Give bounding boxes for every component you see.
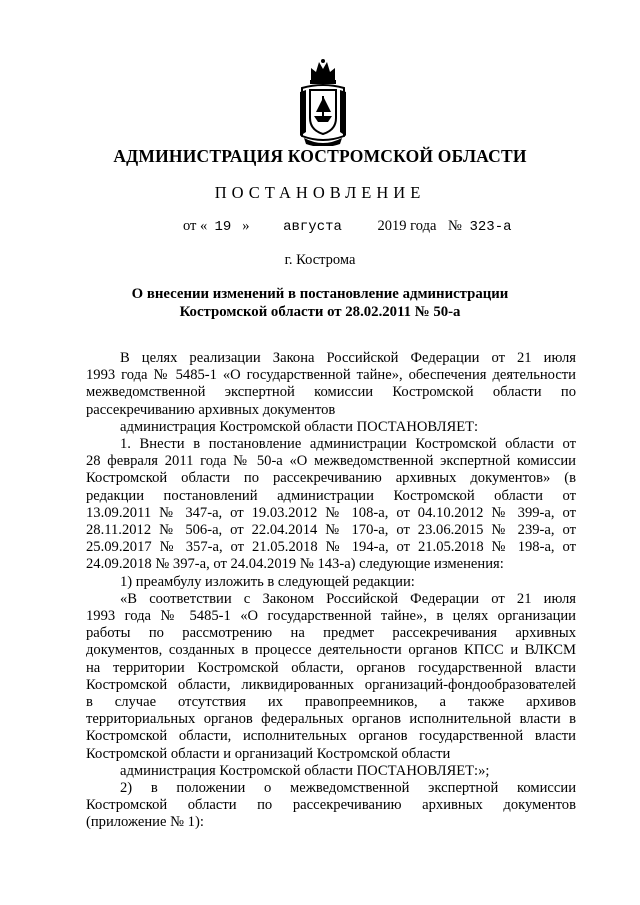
body-line: 13.09.2011 № 347-а, от 19.03.2012 № 108-а, от 04.10.2012 № 399-а, от: [86, 504, 576, 521]
body-line: 1993 года № 5485-1 «О государственной тайне», обеспечения деятельности: [86, 367, 576, 384]
body-line: (приложение № 1):: [86, 814, 204, 831]
city: г. Кострома: [284, 252, 356, 268]
body-line: рассекречиванию архивных документов: [86, 401, 336, 418]
subject-line: Костромской области от 28.02.2011 № 50-а: [179, 304, 461, 320]
body-line: в случае отсутствия их правопреемников, а также архивов: [86, 694, 576, 711]
number-sign: №: [448, 218, 462, 234]
body-line: Костромской области, ликвидированных организаций-фондообразователей: [86, 676, 576, 693]
body-line: 25.09.2017 № 357-а, от 21.05.2018 № 194-а, от 21.05.2018 № 198-а, от: [86, 539, 576, 556]
body-line: 1) преамбулу изложить в следующей редакции:: [120, 573, 415, 590]
body-line: работы по рассмотрению на предмет рассекречивания архивных: [86, 625, 576, 642]
body-line: 2) в положении о межведомственной экспертной комиссии: [120, 780, 576, 797]
date-day-close: »: [242, 218, 250, 234]
document-subject: [100, 285, 540, 321]
body-line: 1993 года № 5485-1 «О государственной тайне», в целях организации: [86, 608, 576, 625]
document-number: 323-а: [469, 219, 512, 235]
body-line: документов, созданных в процессе деятельности органов КПСС и ВЛКСМ: [86, 642, 576, 659]
body-line: Костромской области и организаций Костромской области: [86, 745, 451, 762]
body-line: территориальных органов федеральных органов исполнительной власти в: [86, 711, 576, 728]
date-month: августа: [283, 219, 342, 235]
body-line: администрация Костромской области ПОСТАНОВЛЯЕТ:»;: [120, 762, 490, 779]
body-line: «В соответствии с Законом Российской Федерации от 21 июля: [120, 590, 576, 607]
body-line: администрация Костромской области ПОСТАНОВЛЯЕТ:: [120, 418, 479, 435]
body-line: 1. Внести в постановление администрации Костромской области от: [120, 436, 576, 453]
body-line: Костромской области, исполнительных органов государственной власти: [86, 728, 576, 745]
subject-line: О внесении изменений в постановление администрации: [131, 286, 509, 302]
body-line: Костромской области по рассекречиванию архивных документов: [86, 797, 576, 814]
body-line: на территории Костромской области, органов государственной власти: [86, 659, 576, 676]
date-prefix: от «: [183, 218, 208, 234]
document-body: [86, 350, 576, 832]
body-line: межведомственной экспертной комиссии Костромской области по: [86, 384, 576, 401]
body-line: В целях реализации Закона Российской Федерации от 21 июля: [120, 350, 576, 366]
body-line: 28 февраля 2011 года № 50-а «О межведомственной экспертной комиссии: [86, 453, 576, 470]
coat-of-arms-icon: [298, 58, 348, 146]
document-date-number: [183, 218, 512, 235]
document-type: ПОСТАНОВЛЕНИЕ: [214, 183, 426, 202]
body-line: Костромской области по рассекречиванию архивных документов» (в: [86, 470, 576, 487]
organization-title: АДМИНИСТРАЦИЯ КОСТРОМСКОЙ ОБЛАСТИ: [113, 146, 527, 166]
body-line: 24.09.2018 № 397-а, от 24.04.2019 № 143-а) следующие изменения:: [86, 556, 504, 573]
date-year: 2019 года: [377, 218, 437, 234]
body-line: 28.11.2012 № 506-а, от 22.04.2014 № 170-а, от 23.06.2015 № 239-а, от: [86, 522, 576, 539]
date-day: 19: [214, 219, 232, 235]
body-line: редакции постановлений администрации Костромской области от: [86, 487, 576, 504]
